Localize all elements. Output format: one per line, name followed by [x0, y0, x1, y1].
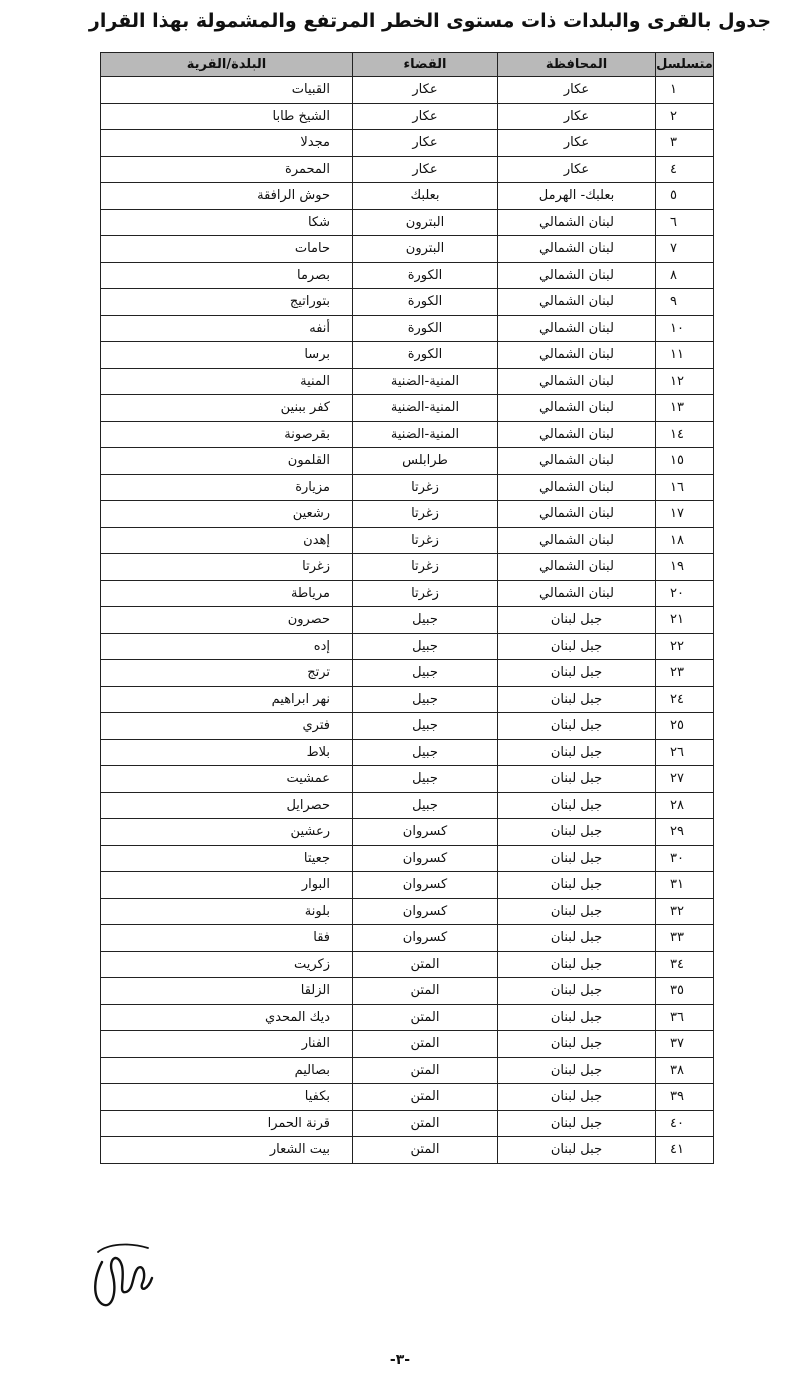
table-row — [101, 1137, 714, 1164]
cell-town: المنية — [101, 368, 353, 395]
cell-governorate: عكار — [498, 156, 656, 183]
cell-district: عكار — [353, 130, 498, 157]
cell-town: جعيتا — [101, 845, 353, 872]
cell-district: طرابلس — [353, 448, 498, 475]
cell-serial: ٢٧ — [656, 766, 714, 793]
cell-governorate: جبل لبنان — [498, 951, 656, 978]
table-row — [101, 633, 714, 660]
cell-town: بلونة — [101, 898, 353, 925]
cell-governorate: لبنان الشمالي — [498, 501, 656, 528]
cell-serial: ١ — [656, 77, 714, 104]
cell-serial: ١٥ — [656, 448, 714, 475]
cell-town: مرياطة — [101, 580, 353, 607]
cell-district: البترون — [353, 236, 498, 263]
cell-district: جبيل — [353, 739, 498, 766]
table-row — [101, 474, 714, 501]
cell-district: بعلبك — [353, 183, 498, 210]
table-row — [101, 395, 714, 422]
header-town: البلدة/القرية — [101, 53, 353, 77]
cell-governorate: جبل لبنان — [498, 607, 656, 634]
cell-district: المنية-الضنية — [353, 421, 498, 448]
cell-town: حامات — [101, 236, 353, 263]
cell-district: كسروان — [353, 845, 498, 872]
table-row — [101, 845, 714, 872]
cell-town: بتوراتيج — [101, 289, 353, 316]
table-row — [101, 951, 714, 978]
cell-governorate: جبل لبنان — [498, 766, 656, 793]
cell-governorate: جبل لبنان — [498, 739, 656, 766]
cell-town: بصرما — [101, 262, 353, 289]
cell-town: المحمرة — [101, 156, 353, 183]
cell-governorate: لبنان الشمالي — [498, 289, 656, 316]
cell-serial: ٢٥ — [656, 713, 714, 740]
cell-town: الزلقا — [101, 978, 353, 1005]
cell-serial: ٤٠ — [656, 1110, 714, 1137]
cell-serial: ٢ — [656, 103, 714, 130]
cell-district: المتن — [353, 1004, 498, 1031]
cell-serial: ٣٥ — [656, 978, 714, 1005]
cell-district: عكار — [353, 156, 498, 183]
cell-governorate: جبل لبنان — [498, 1110, 656, 1137]
cell-serial: ٢١ — [656, 607, 714, 634]
cell-district: جبيل — [353, 633, 498, 660]
cell-town: زغرتا — [101, 554, 353, 581]
cell-town: بصاليم — [101, 1057, 353, 1084]
cell-serial: ١٠ — [656, 315, 714, 342]
cell-governorate: لبنان الشمالي — [498, 368, 656, 395]
cell-district: زغرتا — [353, 527, 498, 554]
cell-district: عكار — [353, 103, 498, 130]
cell-district: المتن — [353, 951, 498, 978]
cell-town: إده — [101, 633, 353, 660]
table-row — [101, 527, 714, 554]
cell-district: المتن — [353, 1084, 498, 1111]
cell-town: الفنار — [101, 1031, 353, 1058]
cell-governorate: جبل لبنان — [498, 686, 656, 713]
table-row — [101, 554, 714, 581]
cell-governorate: جبل لبنان — [498, 1004, 656, 1031]
table-row — [101, 421, 714, 448]
document-title: جدول بالقرى والبلدات ذات مستوى الخطر المرتفع والمشمولة بهذا القرار — [88, 10, 772, 32]
cell-governorate: جبل لبنان — [498, 872, 656, 899]
cell-governorate: جبل لبنان — [498, 633, 656, 660]
cell-serial: ٣٦ — [656, 1004, 714, 1031]
cell-governorate: لبنان الشمالي — [498, 209, 656, 236]
cell-serial: ٢٦ — [656, 739, 714, 766]
cell-governorate: لبنان الشمالي — [498, 421, 656, 448]
cell-governorate: لبنان الشمالي — [498, 395, 656, 422]
cell-town: رشعين — [101, 501, 353, 528]
cell-town: بكفيا — [101, 1084, 353, 1111]
cell-serial: ٢٤ — [656, 686, 714, 713]
cell-district: كسروان — [353, 819, 498, 846]
cell-governorate: لبنان الشمالي — [498, 527, 656, 554]
cell-governorate: جبل لبنان — [498, 898, 656, 925]
table-row — [101, 209, 714, 236]
cell-town: زكريت — [101, 951, 353, 978]
cell-governorate: جبل لبنان — [498, 713, 656, 740]
cell-district: عكار — [353, 77, 498, 104]
cell-district: الكورة — [353, 342, 498, 369]
cell-town: حصرون — [101, 607, 353, 634]
table-row — [101, 1004, 714, 1031]
cell-town: حصرايل — [101, 792, 353, 819]
cell-serial: ٣ — [656, 130, 714, 157]
cell-district: جبيل — [353, 686, 498, 713]
cell-serial: ٢٣ — [656, 660, 714, 687]
cell-serial: ١١ — [656, 342, 714, 369]
high-risk-towns-table — [100, 52, 714, 1164]
cell-governorate: عكار — [498, 130, 656, 157]
table-row — [101, 872, 714, 899]
cell-district: كسروان — [353, 898, 498, 925]
cell-governorate: جبل لبنان — [498, 1137, 656, 1164]
cell-serial: ٣٨ — [656, 1057, 714, 1084]
cell-serial: ١٨ — [656, 527, 714, 554]
cell-serial: ٦ — [656, 209, 714, 236]
table-row — [101, 183, 714, 210]
cell-district: المتن — [353, 978, 498, 1005]
cell-governorate: لبنان الشمالي — [498, 262, 656, 289]
cell-serial: ٢٠ — [656, 580, 714, 607]
cell-district: المنية-الضنية — [353, 368, 498, 395]
cell-district: زغرتا — [353, 474, 498, 501]
cell-governorate: لبنان الشمالي — [498, 342, 656, 369]
table-row — [101, 1057, 714, 1084]
cell-governorate: جبل لبنان — [498, 792, 656, 819]
cell-serial: ٩ — [656, 289, 714, 316]
page-number: -٣- — [389, 1352, 411, 1368]
header-governorate: المحافظة — [498, 53, 656, 77]
table-row — [101, 925, 714, 952]
table-header-row — [101, 53, 714, 77]
cell-governorate: جبل لبنان — [498, 1084, 656, 1111]
table-row — [101, 898, 714, 925]
cell-serial: ٣١ — [656, 872, 714, 899]
cell-serial: ٣٧ — [656, 1031, 714, 1058]
cell-town: الشيخ طابا — [101, 103, 353, 130]
handwritten-signature — [88, 1222, 158, 1312]
cell-governorate: لبنان الشمالي — [498, 315, 656, 342]
table-row — [101, 342, 714, 369]
cell-town: رعشين — [101, 819, 353, 846]
cell-district: المتن — [353, 1031, 498, 1058]
cell-governorate: لبنان الشمالي — [498, 474, 656, 501]
cell-serial: ١٧ — [656, 501, 714, 528]
cell-town: بلاط — [101, 739, 353, 766]
cell-serial: ١٦ — [656, 474, 714, 501]
cell-serial: ٤ — [656, 156, 714, 183]
table-row — [101, 103, 714, 130]
cell-district: الكورة — [353, 289, 498, 316]
cell-serial: ٣٤ — [656, 951, 714, 978]
cell-serial: ٢٩ — [656, 819, 714, 846]
table-row — [101, 739, 714, 766]
cell-town: القلمون — [101, 448, 353, 475]
cell-town: البوار — [101, 872, 353, 899]
table-row — [101, 130, 714, 157]
cell-town: كفر ببنين — [101, 395, 353, 422]
table-row — [101, 262, 714, 289]
cell-district: المتن — [353, 1137, 498, 1164]
cell-governorate: جبل لبنان — [498, 1031, 656, 1058]
cell-governorate: بعلبك- الهرمل — [498, 183, 656, 210]
cell-district: جبيل — [353, 792, 498, 819]
cell-town: حوش الرافقة — [101, 183, 353, 210]
table-row — [101, 607, 714, 634]
cell-governorate: لبنان الشمالي — [498, 580, 656, 607]
cell-governorate: عكار — [498, 103, 656, 130]
table-row — [101, 580, 714, 607]
cell-serial: ٨ — [656, 262, 714, 289]
cell-serial: ١٣ — [656, 395, 714, 422]
table-row — [101, 77, 714, 104]
cell-serial: ٢٢ — [656, 633, 714, 660]
cell-town: أنفه — [101, 315, 353, 342]
cell-town: عمشيت — [101, 766, 353, 793]
cell-governorate: جبل لبنان — [498, 1057, 656, 1084]
cell-district: المتن — [353, 1110, 498, 1137]
table-row — [101, 713, 714, 740]
cell-district: زغرتا — [353, 501, 498, 528]
cell-governorate: جبل لبنان — [498, 978, 656, 1005]
cell-governorate: عكار — [498, 77, 656, 104]
cell-district: جبيل — [353, 607, 498, 634]
table-row — [101, 819, 714, 846]
table-row — [101, 236, 714, 263]
cell-town: برسا — [101, 342, 353, 369]
cell-town: بقرصونة — [101, 421, 353, 448]
table-row — [101, 978, 714, 1005]
table-row — [101, 1031, 714, 1058]
cell-district: البترون — [353, 209, 498, 236]
cell-district: جبيل — [353, 660, 498, 687]
cell-town: مجدلا — [101, 130, 353, 157]
cell-governorate: لبنان الشمالي — [498, 554, 656, 581]
cell-serial: ٥ — [656, 183, 714, 210]
table-row — [101, 792, 714, 819]
cell-town: نهر ابراهيم — [101, 686, 353, 713]
table-row — [101, 501, 714, 528]
cell-district: كسروان — [353, 872, 498, 899]
cell-town: فقا — [101, 925, 353, 952]
table-row — [101, 289, 714, 316]
cell-district: الكورة — [353, 262, 498, 289]
cell-town: شكا — [101, 209, 353, 236]
cell-district: كسروان — [353, 925, 498, 952]
cell-serial: ٣٣ — [656, 925, 714, 952]
table-row — [101, 368, 714, 395]
header-serial: متسلسل — [656, 53, 714, 77]
cell-district: زغرتا — [353, 580, 498, 607]
table-row — [101, 766, 714, 793]
cell-town: فتري — [101, 713, 353, 740]
header-district: القضاء — [353, 53, 498, 77]
cell-serial: ٧ — [656, 236, 714, 263]
cell-town: بيت الشعار — [101, 1137, 353, 1164]
cell-serial: ٤١ — [656, 1137, 714, 1164]
cell-town: قرنة الحمرا — [101, 1110, 353, 1137]
cell-governorate: جبل لبنان — [498, 819, 656, 846]
cell-serial: ٣٢ — [656, 898, 714, 925]
cell-governorate: جبل لبنان — [498, 845, 656, 872]
cell-serial: ١٤ — [656, 421, 714, 448]
table-row — [101, 660, 714, 687]
cell-town: إهدن — [101, 527, 353, 554]
cell-district: المنية-الضنية — [353, 395, 498, 422]
cell-serial: ١٢ — [656, 368, 714, 395]
cell-governorate: لبنان الشمالي — [498, 236, 656, 263]
cell-town: القبيات — [101, 77, 353, 104]
table-row — [101, 315, 714, 342]
cell-district: جبيل — [353, 713, 498, 740]
cell-district: الكورة — [353, 315, 498, 342]
cell-serial: ٢٨ — [656, 792, 714, 819]
table-row — [101, 1110, 714, 1137]
cell-town: مزيارة — [101, 474, 353, 501]
table-body — [101, 77, 714, 1164]
cell-serial: ١٩ — [656, 554, 714, 581]
cell-town: ديك المحدي — [101, 1004, 353, 1031]
cell-district: جبيل — [353, 766, 498, 793]
table-row — [101, 156, 714, 183]
table-row — [101, 448, 714, 475]
cell-governorate: لبنان الشمالي — [498, 448, 656, 475]
cell-town: ترتج — [101, 660, 353, 687]
cell-district: زغرتا — [353, 554, 498, 581]
cell-governorate: جبل لبنان — [498, 660, 656, 687]
cell-serial: ٣٠ — [656, 845, 714, 872]
cell-district: المتن — [353, 1057, 498, 1084]
table-row — [101, 686, 714, 713]
table-row — [101, 1084, 714, 1111]
cell-governorate: جبل لبنان — [498, 925, 656, 952]
cell-serial: ٣٩ — [656, 1084, 714, 1111]
